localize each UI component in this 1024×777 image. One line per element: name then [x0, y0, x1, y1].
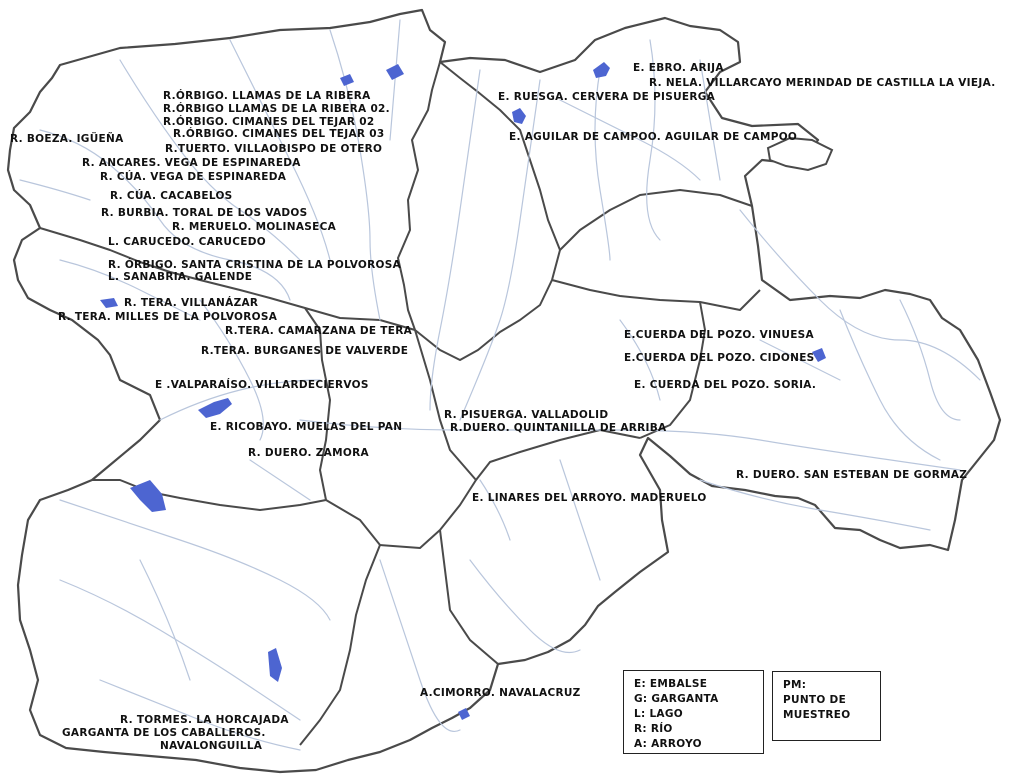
label-navalonguilla: NAVALONGUILLA — [160, 740, 263, 752]
legend-pm-title: PM: — [783, 679, 807, 691]
label-garganta: GARGANTA DE LOS CABALLEROS. — [62, 727, 266, 739]
label-tuerto: R.TUERTO. VILLAOBISPO DE OTERO — [165, 143, 383, 155]
label-tera-camarzana: R.TERA. CAMARZANA DE TERA — [225, 325, 413, 337]
label-cimorro: A.CIMORRO. NAVALACRUZ — [420, 687, 581, 699]
label-cuerda-soria: E. CUERDA DEL POZO. SORIA. — [634, 379, 817, 391]
legend-item-embalse: E: EMBALSE — [634, 678, 708, 690]
label-duero-zamora: R. DUERO. ZAMORA — [248, 447, 369, 459]
label-cuerda-vinuesa: E.CUERDA DEL POZO. VINUESA — [624, 329, 814, 341]
label-pisuerga: R. PISUERGA. VALLADOLID — [444, 409, 609, 421]
label-valparaiso: E .VALPARAÍSO. VILLARDECIERVOS — [155, 379, 369, 391]
label-cua-vega: R. CÚA. VEGA DE ESPINAREDA — [100, 171, 287, 183]
label-tera-villanazar: R. TERA. VILLANÁZAR — [124, 297, 259, 309]
label-cimanes-03: R.ÓRBIGO. CIMANES DEL TEJAR 03 — [173, 128, 385, 140]
label-ancares: R. ANCARES. VEGA DE ESPINAREDA — [82, 157, 301, 169]
label-ruesga: E. RUESGA. CERVERA DE PISUERGA — [498, 91, 716, 103]
label-cimanes-02: R.ÓRBIGO. CIMANES DEL TEJAR 02 — [163, 116, 375, 128]
label-ebro: E. EBRO. ARIJA — [633, 62, 724, 74]
label-tera-burganes: R.TERA. BURGANES DE VALVERDE — [201, 345, 409, 357]
label-sanabria: L. SANABRIA. GALENDE — [108, 271, 253, 283]
legend-pm-line-2: MUESTREO — [783, 709, 851, 721]
label-linares: E. LINARES DEL ARROYO. MADERUELO — [472, 492, 707, 504]
label-llamas-ribera-02: R.ÓRBIGO LLAMAS DE LA RIBERA 02. — [163, 103, 390, 115]
label-meruelo: R. MERUELO. MOLINASECA — [172, 221, 337, 233]
label-duero-quintanilla: R.DUERO. QUINTANILLA DE ARRIBA — [450, 422, 667, 434]
label-boeza: R. BOEZA. IGÜEÑA — [10, 133, 124, 145]
label-carucedo: L. CARUCEDO. CARUCEDO — [108, 236, 266, 248]
legend-item-lago: L: LAGO — [634, 708, 684, 720]
legend-pm-line-1: PUNTO DE — [783, 694, 847, 706]
legend-pm — [772, 671, 881, 741]
label-burbia: R. BURBIA. TORAL DE LOS VADOS — [101, 207, 308, 219]
label-aguilar: E. AGUILAR DE CAMPOO. AGUILAR DE CAMPOO — [509, 131, 798, 143]
region-outline — [8, 10, 1000, 772]
legend-item-garganta: G: GARGANTA — [634, 693, 719, 705]
label-cuerda-cidones: E.CUERDA DEL POZO. CIDONES — [624, 352, 815, 364]
label-duero-san-esteban: R. DUERO. SAN ESTEBAN DE GORMAZ — [736, 469, 968, 481]
label-cua-cacabelos: R. CÚA. CACABELOS — [110, 190, 233, 202]
label-tera-milles: R. TERA. MILLES DE LA POLVOROSA — [58, 311, 278, 323]
label-nela: R. NELA. VILLARCAYO MERINDAD DE CASTILLA LA VIEJA. — [649, 77, 996, 89]
label-tormes: R. TORMES. LA HORCAJADA — [120, 714, 289, 726]
legend-item-arroyo: A: ARROYO — [634, 738, 702, 750]
legend-item-rio: R: RÍO — [634, 723, 673, 735]
label-llamas-ribera: R.ÓRBIGO. LLAMAS DE LA RIBERA — [163, 90, 371, 102]
label-orbigo-santa: R. ÓRBIGO. SANTA CRISTINA DE LA POLVOROSA — [108, 259, 402, 271]
label-ricobayo: E. RICOBAYO. MUELAS DEL PAN — [210, 421, 403, 433]
legend-abbreviations — [623, 670, 764, 754]
